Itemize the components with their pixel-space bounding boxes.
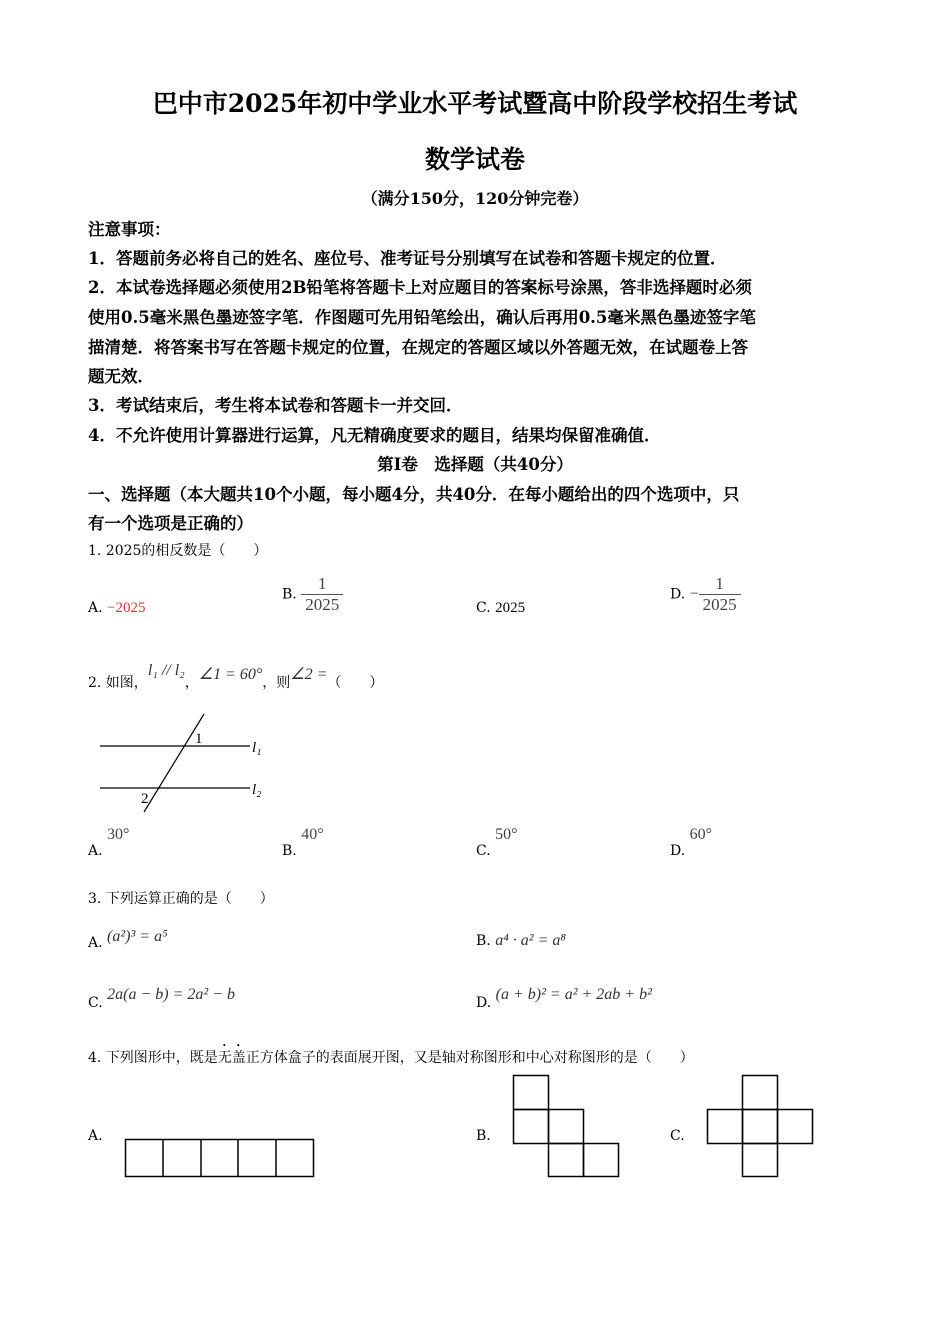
q2-option-d: D. 60°	[670, 826, 713, 859]
transversal	[144, 714, 204, 812]
q4-option-c-net	[706, 1074, 814, 1178]
score-note: （满分150分，120分钟完卷）	[361, 189, 589, 208]
emphasis-no-lid: 无盖	[217, 1050, 246, 1066]
question-1-stem: 1. 2025的相反数是（ ）	[88, 543, 268, 559]
notice-item: 4．不允许使用计算器进行运算，凡无精确度要求的题目，结果均保留准确值．	[88, 426, 661, 445]
l1-label: l₁	[252, 740, 262, 756]
exam-title: 巴中市2025年初中学业水平考试暨高中阶段学校招生考试	[152, 89, 798, 118]
q4-option-c-label: C.	[670, 1128, 685, 1144]
q1-option-d-fraction: $\frac{1}{2025}$	[699, 574, 741, 615]
q4-option-b-label: B.	[476, 1128, 491, 1144]
q1-option-a-value: −2025	[107, 600, 146, 616]
notice-item: 2．本试卷选择题必须使用2B铅笔将答题卡上对应题目的答案标号涂黑，答非选择题时必须	[88, 278, 752, 297]
q1-option-a: A. −2025	[88, 600, 146, 616]
question-2-stem: 2. 如图，l₁ // l₂，∠1 = 60°，则∠2 =（ ）	[88, 662, 384, 691]
q3-option-a: A. (a²)³ = a⁵	[88, 928, 168, 951]
q1-option-b: B. $\frac{1}{2025}$	[282, 574, 343, 615]
q4-option-a-net	[124, 1138, 316, 1178]
section-instruction: 一、选择题（本大题共10个小题，每小题4分，共40分．在每小题给出的四个选项中，只	[88, 485, 740, 504]
q2-option-a: A. 30°	[88, 826, 130, 859]
angle-2-label: 2	[141, 791, 149, 807]
q1-option-c-value: 2025	[495, 600, 526, 616]
notice-item: 描清楚．将答案书写在答题卡规定的位置，在规定的答题区域以外答题无效，在试题卷上答	[88, 338, 748, 357]
question-3-stem: 3. 下列运算正确的是（ ）	[88, 891, 274, 907]
notice-item: 题无效．	[88, 367, 154, 386]
q1-option-d: D. − $\frac{1}{2025}$	[670, 574, 741, 615]
l2-label: l₂	[252, 782, 262, 798]
exam-subtitle: 数学试卷	[424, 145, 525, 174]
section-title: 第Ⅰ卷 选择题（共40分）	[377, 455, 573, 474]
q3-option-c: C. 2a(a − b) = 2a² − b	[88, 986, 235, 1011]
parallel-lines-figure	[96, 712, 276, 818]
q2-option-c: C. 50°	[476, 826, 518, 859]
q3-option-b: B. a⁴ · a² = a⁸	[476, 932, 566, 949]
q4-option-b-net	[512, 1074, 620, 1178]
q4-option-a-label: A.	[88, 1128, 103, 1144]
notice-item: 1．答题前务必将自己的姓名、座位号、准考证号分别填写在试卷和答题卡规定的位置．	[88, 249, 727, 268]
q2-option-b: B. 40°	[282, 826, 324, 859]
q1-option-c: C. 2025	[476, 600, 526, 616]
q3-option-d: D. (a + b)² = a² + 2ab + b²	[476, 986, 652, 1011]
notice-heading: 注意事项：	[88, 220, 171, 239]
question-4-stem: 4. 下列图形中，既是无盖正方体盒子的表面展开图，又是轴对称图形和中心对称图形的是（ ）	[88, 1050, 694, 1066]
q1-option-b-fraction: $\frac{1}{2025}$	[301, 574, 343, 615]
angle-1-label: 1	[195, 731, 203, 747]
notice-item: 使用0.5毫米黑色墨迹签字笔．作图题可先用铅笔绘出，确认后再用0.5毫米黑色墨迹签字笔	[88, 308, 756, 327]
notice-item: 3．考试结束后，考生将本试卷和答题卡一并交回．	[88, 396, 463, 415]
section-instruction: 有一个选项是正确的）	[88, 514, 253, 533]
